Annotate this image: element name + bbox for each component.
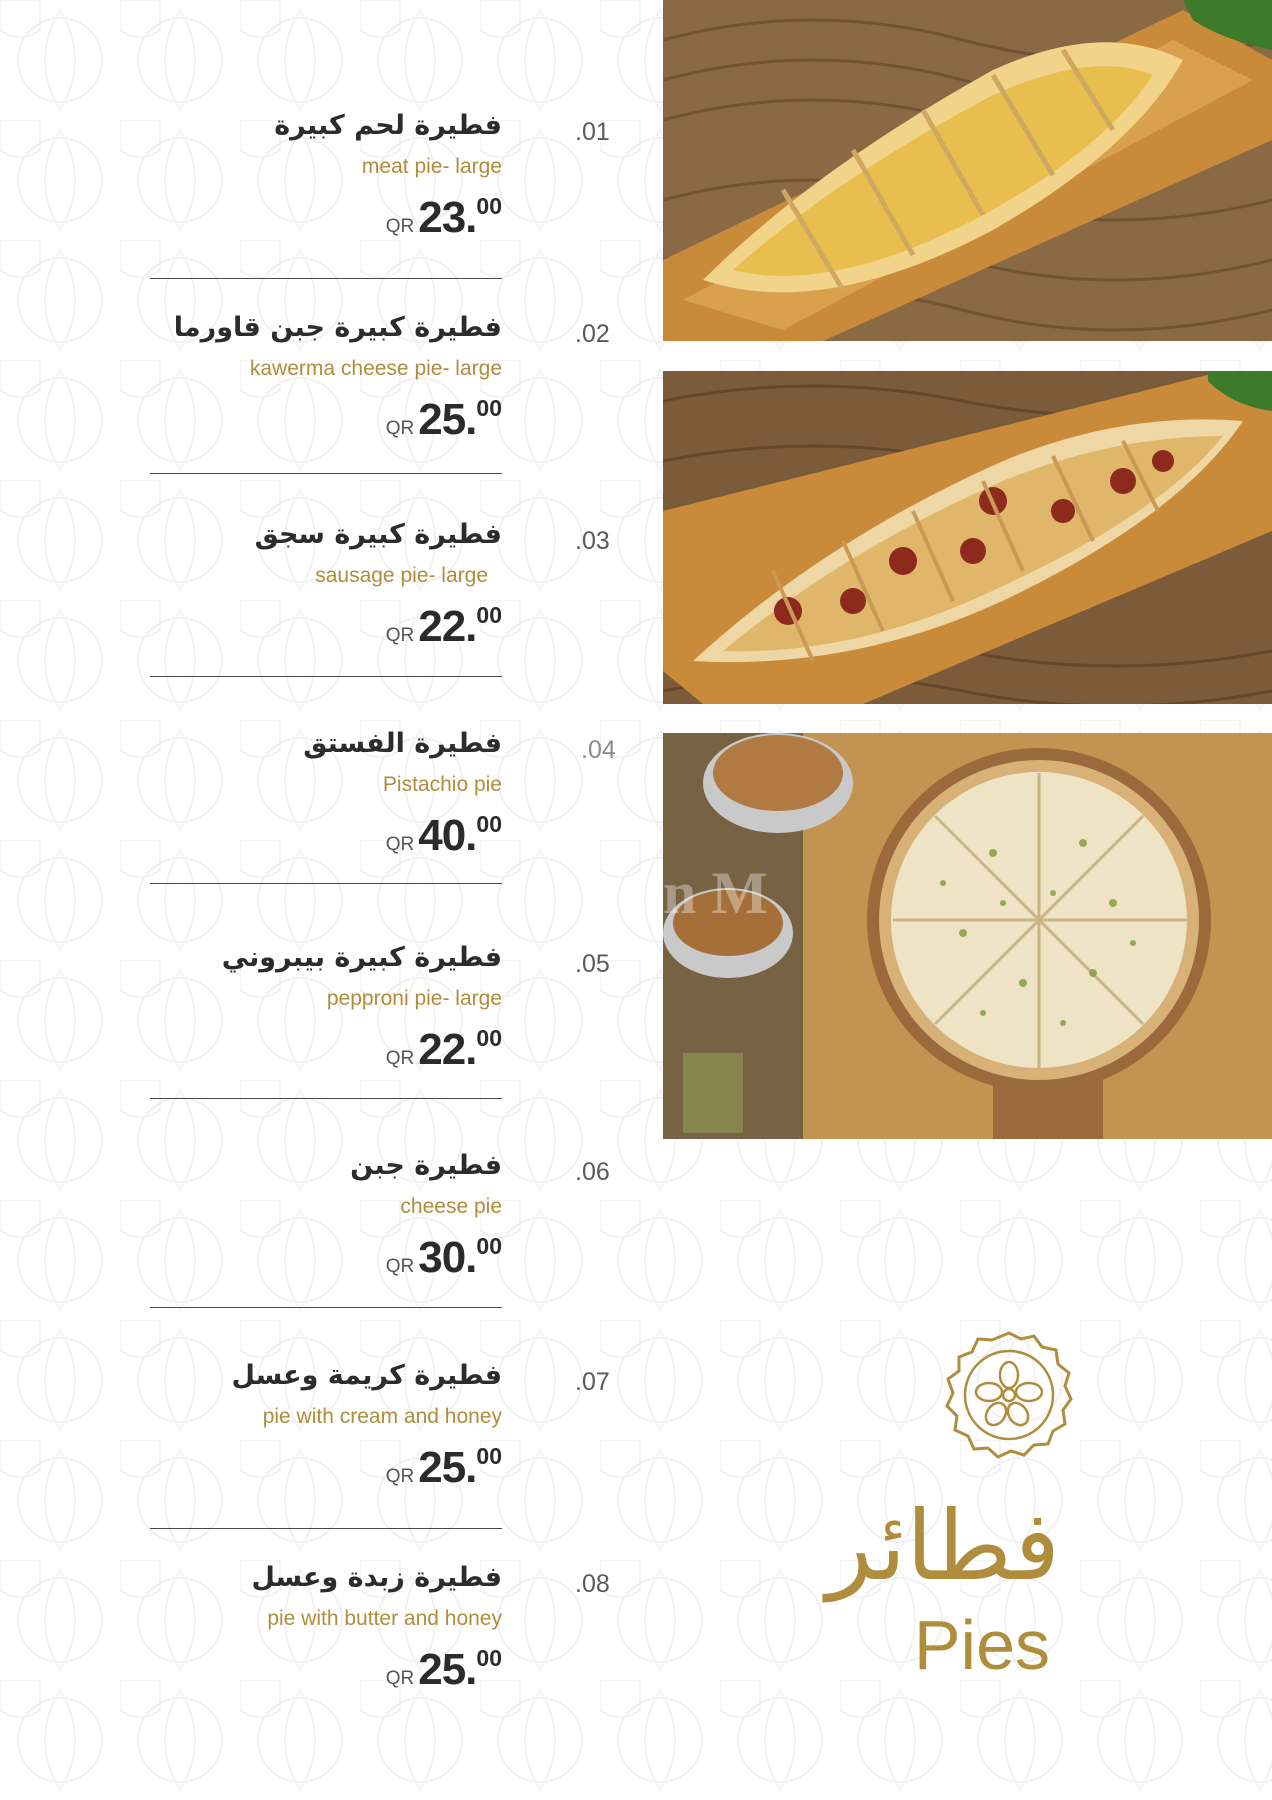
item-price: QR22.00 <box>385 602 502 651</box>
item-number: .06 <box>575 1158 610 1186</box>
sausage-pie-photo <box>663 371 1272 704</box>
item-price: QR25.00 <box>385 395 502 444</box>
item-name-en: kawerma cheese pie- large <box>249 357 502 380</box>
item-divider <box>150 1098 502 1099</box>
item-name-en: Pistachio pie <box>382 773 502 796</box>
item-divider <box>150 676 502 677</box>
item-name-ar: فطيرة كريمة وعسل <box>231 1360 502 1391</box>
item-number: .08 <box>575 1570 610 1598</box>
item-number: .04 <box>581 736 616 764</box>
item-number: .03 <box>575 527 610 555</box>
item-number: .05 <box>575 950 610 978</box>
item-divider <box>150 473 502 474</box>
item-name-en: sausage pie- large <box>315 564 488 587</box>
item-price: QR23.00 <box>385 193 502 242</box>
item-name-en: pie with butter and honey <box>267 1607 502 1630</box>
item-price: QR22.00 <box>385 1025 502 1074</box>
item-name-ar: فطيرة كبيرة جبن قاورما <box>173 312 502 343</box>
item-price: QR40.00 <box>385 811 502 860</box>
item-name-en: meat pie- large <box>361 155 502 178</box>
pie-emblem-icon <box>944 1330 1074 1460</box>
item-name-ar: فطيرة زبدة وعسل <box>251 1562 502 1593</box>
item-divider <box>150 883 502 884</box>
item-name-ar: فطيرة كبيرة بيبروني <box>221 942 502 973</box>
item-name-ar: فطيرة لحم كبيرة <box>274 110 502 141</box>
currency-label: QR <box>385 216 415 237</box>
item-price: QR25.00 <box>385 1443 502 1492</box>
category-title-en: Pies <box>913 1606 1050 1684</box>
item-divider <box>150 278 502 279</box>
item-name-ar: فطيرة كبيرة سجق <box>254 519 502 550</box>
item-number: .01 <box>575 118 610 146</box>
category-title-ar: فطائر <box>826 1490 1060 1602</box>
item-price: QR30.00 <box>385 1233 502 1282</box>
item-divider <box>150 1307 502 1308</box>
pistachio-pie-photo <box>663 733 1272 1139</box>
item-name-ar: فطيرة جبن <box>350 1150 502 1181</box>
item-price: QR25.00 <box>385 1645 502 1694</box>
item-name-en: pepproni pie- large <box>326 987 502 1010</box>
item-divider <box>150 1528 502 1529</box>
item-number: .07 <box>575 1368 610 1396</box>
item-name-en: pie with cream and honey <box>262 1405 502 1428</box>
item-name-en: cheese pie <box>400 1195 502 1218</box>
meat-pie-photo <box>663 0 1272 341</box>
item-name-ar: فطيرة الفستق <box>303 728 502 759</box>
svg-text:n M: n M <box>663 860 768 926</box>
item-number: .02 <box>575 320 610 348</box>
